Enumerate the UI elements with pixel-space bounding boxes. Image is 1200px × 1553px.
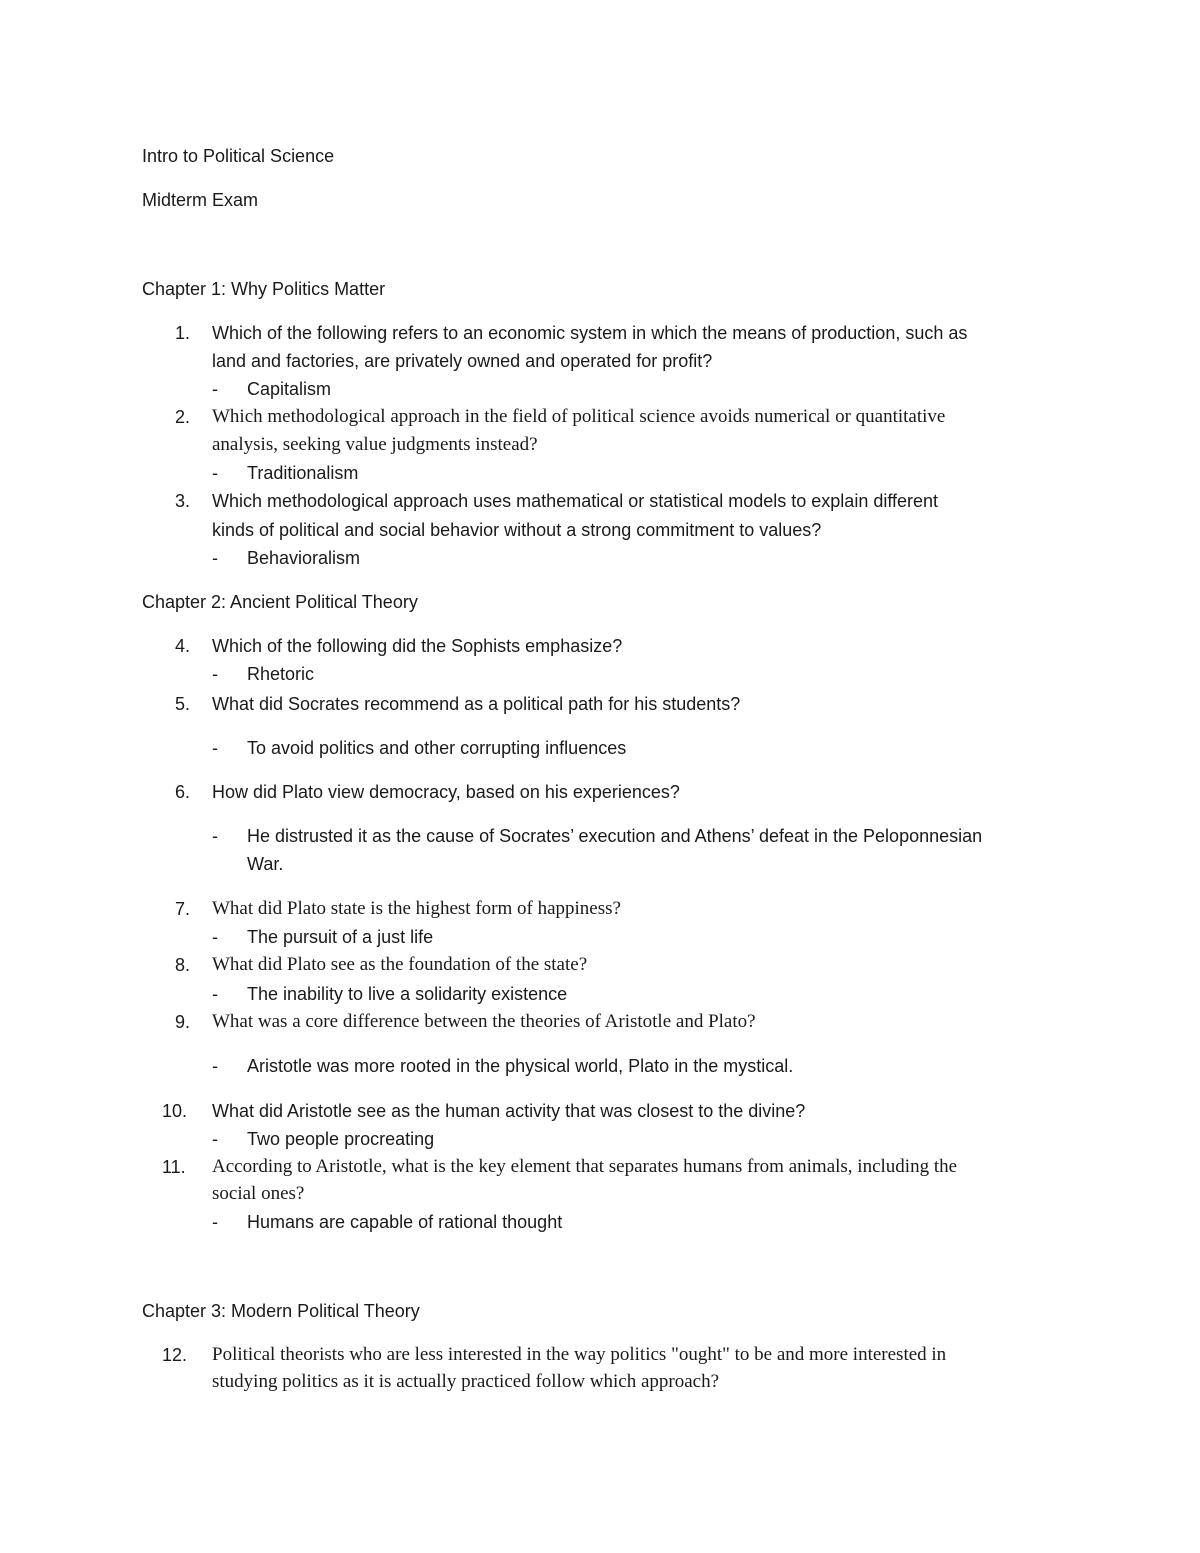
answer-text: The inability to live a solidarity existence bbox=[247, 984, 568, 1004]
question-text: studying politics as it is actually practiced follow which approach? bbox=[212, 1371, 720, 1392]
question-text: What was a core difference between the theories of Aristotle and Plato? bbox=[212, 1011, 756, 1032]
question-text: Which of the following did the Sophists emphasize? bbox=[212, 636, 623, 656]
question-text: What did Socrates recommend as a political path for his students? bbox=[212, 694, 741, 714]
answer-text: He distrusted it as the cause of Socrates’ execution and Athens’ defeat in the Peloponnesian bbox=[247, 826, 983, 846]
answer-dash: - bbox=[212, 826, 218, 846]
question-number: 11. bbox=[162, 1157, 186, 1177]
question-text: Political theorists who are less interested in the way politics "ought" to be and more interested in bbox=[212, 1344, 947, 1365]
question-number: 8. bbox=[175, 955, 191, 975]
answer-dash: - bbox=[212, 1056, 218, 1076]
answer-text: Two people procreating bbox=[247, 1129, 435, 1149]
answer-dash: - bbox=[212, 463, 218, 483]
chapter-heading: Chapter 3: Modern Political Theory bbox=[142, 1301, 420, 1321]
answer-dash: - bbox=[212, 1212, 218, 1232]
exam-title: Midterm Exam bbox=[142, 190, 259, 210]
course-title: Intro to Political Science bbox=[142, 146, 335, 166]
answer-dash: - bbox=[212, 548, 218, 568]
question-text: What did Aristotle see as the human activity that was closest to the divine? bbox=[212, 1101, 806, 1121]
answer-text: Traditionalism bbox=[247, 463, 359, 483]
question-number: 7. bbox=[175, 899, 191, 919]
question-number: 2. bbox=[175, 407, 191, 427]
answer-dash: - bbox=[212, 984, 218, 1004]
question-text: Which methodological approach in the field of political science avoids numerical or quantitative bbox=[212, 406, 946, 427]
question-text: How did Plato view democracy, based on his experiences? bbox=[212, 782, 680, 802]
chapter-heading: Chapter 1: Why Politics Matter bbox=[142, 279, 386, 299]
answer-dash: - bbox=[212, 738, 218, 758]
question-number: 4. bbox=[175, 636, 191, 656]
answer-text: Aristotle was more rooted in the physical world, Plato in the mystical. bbox=[247, 1056, 794, 1076]
question-text: What did Plato see as the foundation of the state? bbox=[212, 954, 588, 975]
question-number: 1. bbox=[175, 323, 191, 343]
question-text: social ones? bbox=[212, 1183, 305, 1204]
answer-text: To avoid politics and other corrupting influences bbox=[247, 738, 627, 758]
question-number: 10. bbox=[162, 1101, 188, 1121]
answer-dash: - bbox=[212, 379, 218, 399]
question-text: Which methodological approach uses mathematical or statistical models to explain different bbox=[212, 491, 939, 511]
question-number: 5. bbox=[175, 694, 191, 714]
answer-text: Behavioralism bbox=[247, 548, 361, 568]
answer-dash: - bbox=[212, 664, 218, 684]
question-number: 6. bbox=[175, 782, 191, 802]
answer-dash: - bbox=[212, 927, 218, 947]
question-text: kinds of political and social behavior without a strong commitment to values? bbox=[212, 520, 822, 540]
question-number: 3. bbox=[175, 491, 191, 511]
answer-text: Capitalism bbox=[247, 379, 332, 399]
question-text: What did Plato state is the highest form of happiness? bbox=[212, 898, 621, 919]
question-text: According to Aristotle, what is the key element that separates humans from animals, including the bbox=[212, 1156, 958, 1177]
question-text: Which of the following refers to an economic system in which the means of production, such as bbox=[212, 323, 968, 343]
chapter-heading: Chapter 2: Ancient Political Theory bbox=[142, 592, 418, 612]
question-text: analysis, seeking value judgments instead? bbox=[212, 434, 538, 455]
answer-text: Rhetoric bbox=[247, 664, 315, 684]
question-number: 12. bbox=[162, 1345, 188, 1365]
answer-text: The pursuit of a just life bbox=[247, 927, 434, 947]
question-text: land and factories, are privately owned and operated for profit? bbox=[212, 351, 713, 371]
answer-text: War. bbox=[247, 854, 284, 874]
answer-dash: - bbox=[212, 1129, 218, 1149]
answer-text: Humans are capable of rational thought bbox=[247, 1212, 563, 1232]
question-number: 9. bbox=[175, 1012, 191, 1032]
